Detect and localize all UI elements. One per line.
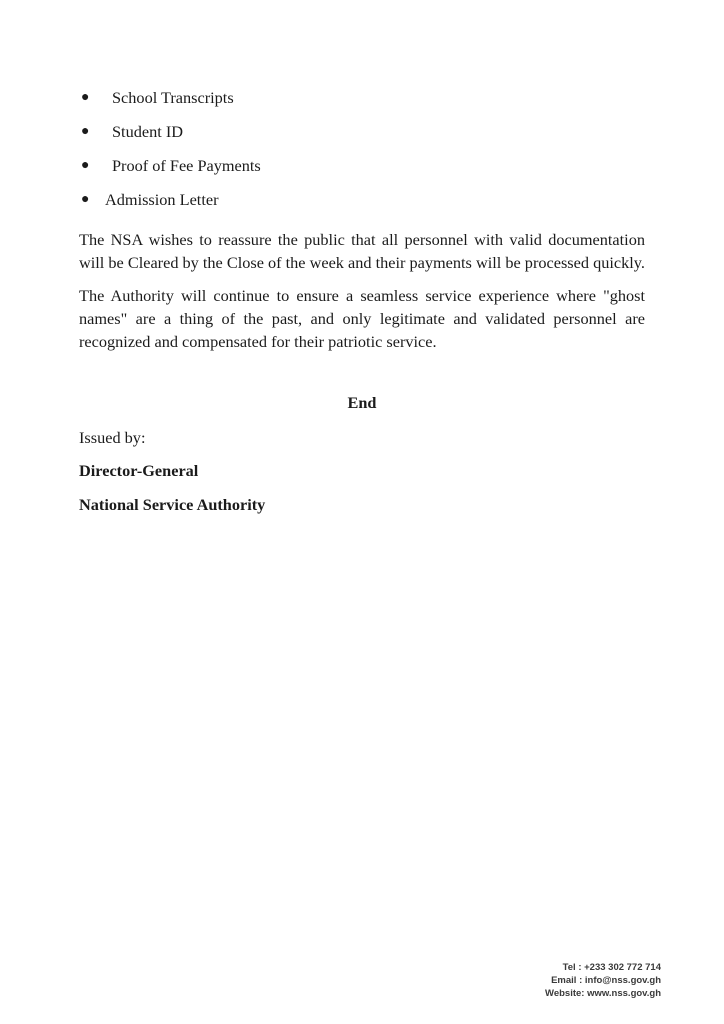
list-item <box>79 190 645 210</box>
footer-tel: Tel : +233 302 772 714 <box>562 962 661 973</box>
footer-website: Website: www.nss.gov.gh <box>545 988 661 999</box>
signatory-title: Director-General <box>79 461 199 480</box>
list-item <box>79 156 645 176</box>
document-body <box>79 88 645 515</box>
list-item <box>79 122 645 142</box>
list-item-label: School Transcripts <box>112 88 234 107</box>
footer-email: Email : info@nss.gov.gh <box>551 975 661 986</box>
list-item-label: Proof of Fee Payments <box>112 156 261 175</box>
end-marker: End <box>347 393 377 412</box>
issued-by-label: Issued by: <box>79 428 146 447</box>
paragraph-line: The Authority will continue to ensure a seamless service experience where "ghost <box>79 286 645 305</box>
signatory-organization: National Service Authority <box>79 495 266 514</box>
page-footer <box>545 961 661 1000</box>
bullet-icon: ● <box>81 124 90 139</box>
paragraph-line: recognized and compensated for their patriotic service. <box>79 332 437 351</box>
list-item-label: Student ID <box>112 122 183 141</box>
paragraph-line: names" are a thing of the past, and only legitimate and validated personnel are <box>79 309 645 328</box>
bullet-icon: ● <box>81 158 90 173</box>
paragraph-authority <box>79 284 645 353</box>
paragraph-line: The NSA wishes to reassure the public that all personnel with valid documentation <box>79 230 645 249</box>
required-documents-list <box>79 88 645 210</box>
paragraph-line: will be Cleared by the Close of the week and their payments will be processed quickly. <box>79 253 645 272</box>
bullet-icon: ● <box>81 90 90 105</box>
list-item <box>79 88 645 108</box>
bullet-icon: ● <box>81 192 90 207</box>
list-item-label: Admission Letter <box>105 190 219 209</box>
paragraph-reassurance <box>79 228 645 274</box>
